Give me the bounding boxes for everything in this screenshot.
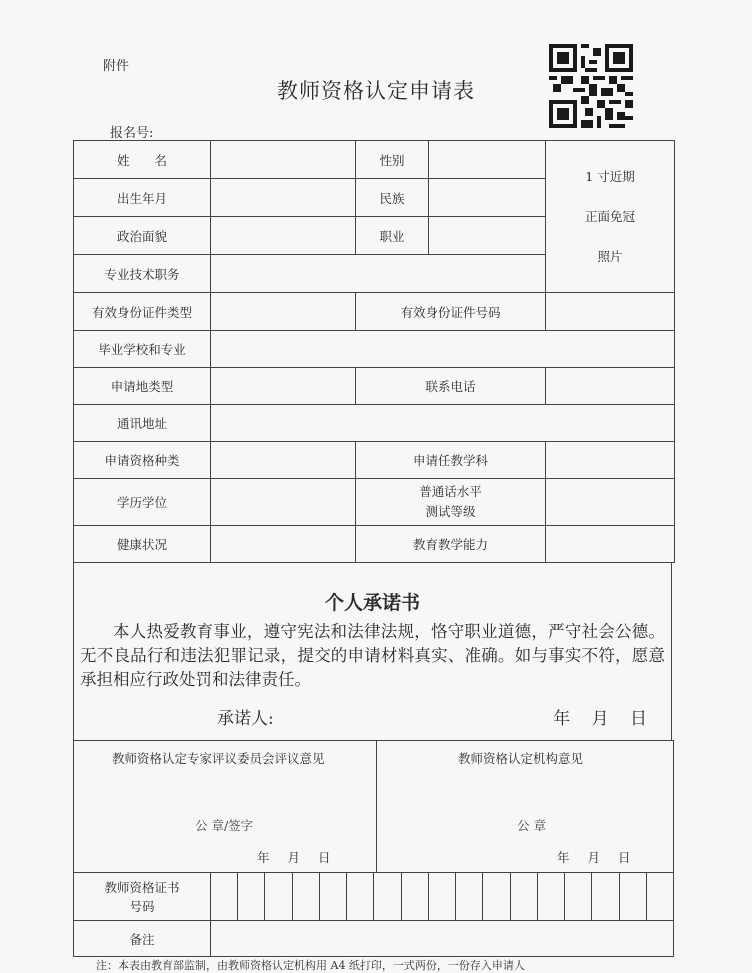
cert-digit-box[interactable] (401, 873, 428, 921)
apply-place-type-field[interactable] (211, 368, 356, 405)
birth-field[interactable] (211, 179, 356, 217)
review-divider (376, 741, 377, 872)
applicant-info-table (73, 140, 675, 563)
teaching-ability-label: 教育教学能力 (356, 526, 546, 563)
cert-digit-box[interactable] (428, 873, 455, 921)
cert-digit-box[interactable] (510, 873, 537, 921)
cert-digit-box[interactable] (537, 873, 564, 921)
id-type-label: 有效身份证件类型 (74, 293, 211, 331)
cert-number-label: 教师资格证书 号码 (74, 873, 211, 921)
expert-committee-date[interactable]: 年 月 日 (257, 850, 331, 865)
cert-digit-box[interactable] (211, 873, 238, 921)
apply-place-type-label: 申请地类型 (74, 368, 211, 405)
qr-code-icon (549, 44, 633, 128)
authority-opinion-title: 教师资格认定机构意见 (458, 751, 584, 766)
certificate-table (73, 872, 674, 957)
ethnicity-label: 民族 (356, 179, 429, 217)
tech-title-field[interactable] (211, 255, 546, 293)
address-field[interactable] (211, 405, 675, 442)
ethnicity-field[interactable] (429, 179, 546, 217)
cert-digit-box[interactable] (319, 873, 346, 921)
expert-committee-opinion-title: 教师资格认定专家评议委员会评议意见 (112, 751, 325, 766)
education-label: 学历学位 (74, 479, 211, 526)
gender-field[interactable] (429, 141, 546, 179)
school-major-field[interactable] (211, 331, 675, 368)
photo-box[interactable]: 1 寸近期 正面免冠 照片 (546, 141, 675, 293)
remarks-field[interactable] (211, 921, 674, 957)
political-label: 政治面貌 (74, 217, 211, 255)
education-field[interactable] (211, 479, 356, 526)
phone-label: 联系电话 (356, 368, 546, 405)
cert-digit-box[interactable] (347, 873, 374, 921)
authority-date[interactable]: 年 月 日 (557, 850, 631, 865)
cert-type-field[interactable] (211, 442, 356, 479)
address-label: 通讯地址 (74, 405, 211, 442)
id-type-field[interactable] (211, 293, 356, 331)
tech-title-label: 专业技术职务 (74, 255, 211, 293)
cert-digit-box[interactable] (565, 873, 592, 921)
mandarin-level-label: 普通话水平 测试等级 (356, 479, 546, 526)
pledge-text: 本人热爱教育事业，遵守宪法和法律法规，恪守职业道德，严守社会公德。无不良品行和违法犯罪记录，提交的申请材料真实、准确。如与事实不符，愿意承担相应行政处罚和法律责任。 (80, 622, 665, 689)
review-opinions-section (73, 740, 674, 873)
personal-pledge-section (73, 562, 672, 740)
occupation-label: 职业 (356, 217, 429, 255)
cert-digit-box[interactable] (374, 873, 401, 921)
cert-digit-box[interactable] (456, 873, 483, 921)
page-title: 教师资格认定申请表 (277, 79, 475, 103)
authority-seal[interactable]: 公 章 (517, 818, 546, 833)
subject-field[interactable] (546, 442, 675, 479)
cert-digit-box[interactable] (646, 873, 673, 921)
gender-label: 性别 (356, 141, 429, 179)
political-field[interactable] (211, 217, 356, 255)
health-field[interactable] (211, 526, 356, 563)
cert-type-label: 申请资格种类 (74, 442, 211, 479)
teaching-ability-field[interactable] (546, 526, 675, 563)
expert-committee-seal[interactable]: 公 章/签字 (195, 818, 254, 833)
attachment-label: 附件 (103, 59, 130, 74)
school-major-label: 毕业学校和专业 (74, 331, 211, 368)
registration-number-label: 报名号: (110, 126, 154, 141)
name-label: 姓 名 (74, 141, 211, 179)
id-number-field[interactable] (546, 293, 675, 331)
remarks-label: 备注 (74, 921, 211, 957)
pledge-title: 个人承诺书 (324, 592, 420, 614)
subject-label: 申请任教学科 (356, 442, 546, 479)
mandarin-level-field[interactable] (546, 479, 675, 526)
health-label: 健康状况 (74, 526, 211, 563)
occupation-field[interactable] (429, 217, 546, 255)
cert-digit-box[interactable] (238, 873, 265, 921)
phone-field[interactable] (546, 368, 675, 405)
cert-digit-box[interactable] (592, 873, 619, 921)
cert-digit-box[interactable] (265, 873, 292, 921)
cert-digit-box[interactable] (483, 873, 510, 921)
pledge-date[interactable]: 年 月 日 (553, 709, 647, 729)
pledge-signer-label: 承诺人: (217, 709, 274, 729)
cert-digit-box[interactable] (619, 873, 646, 921)
footnote: 注：本表由教育部监制，由教师资格认定机构用 A4 纸打印，一式两份，一份存入申请人 (96, 959, 525, 972)
birth-label: 出生年月 (74, 179, 211, 217)
id-number-label: 有效身份证件号码 (356, 293, 546, 331)
name-field[interactable] (211, 141, 356, 179)
cert-digit-box[interactable] (292, 873, 319, 921)
